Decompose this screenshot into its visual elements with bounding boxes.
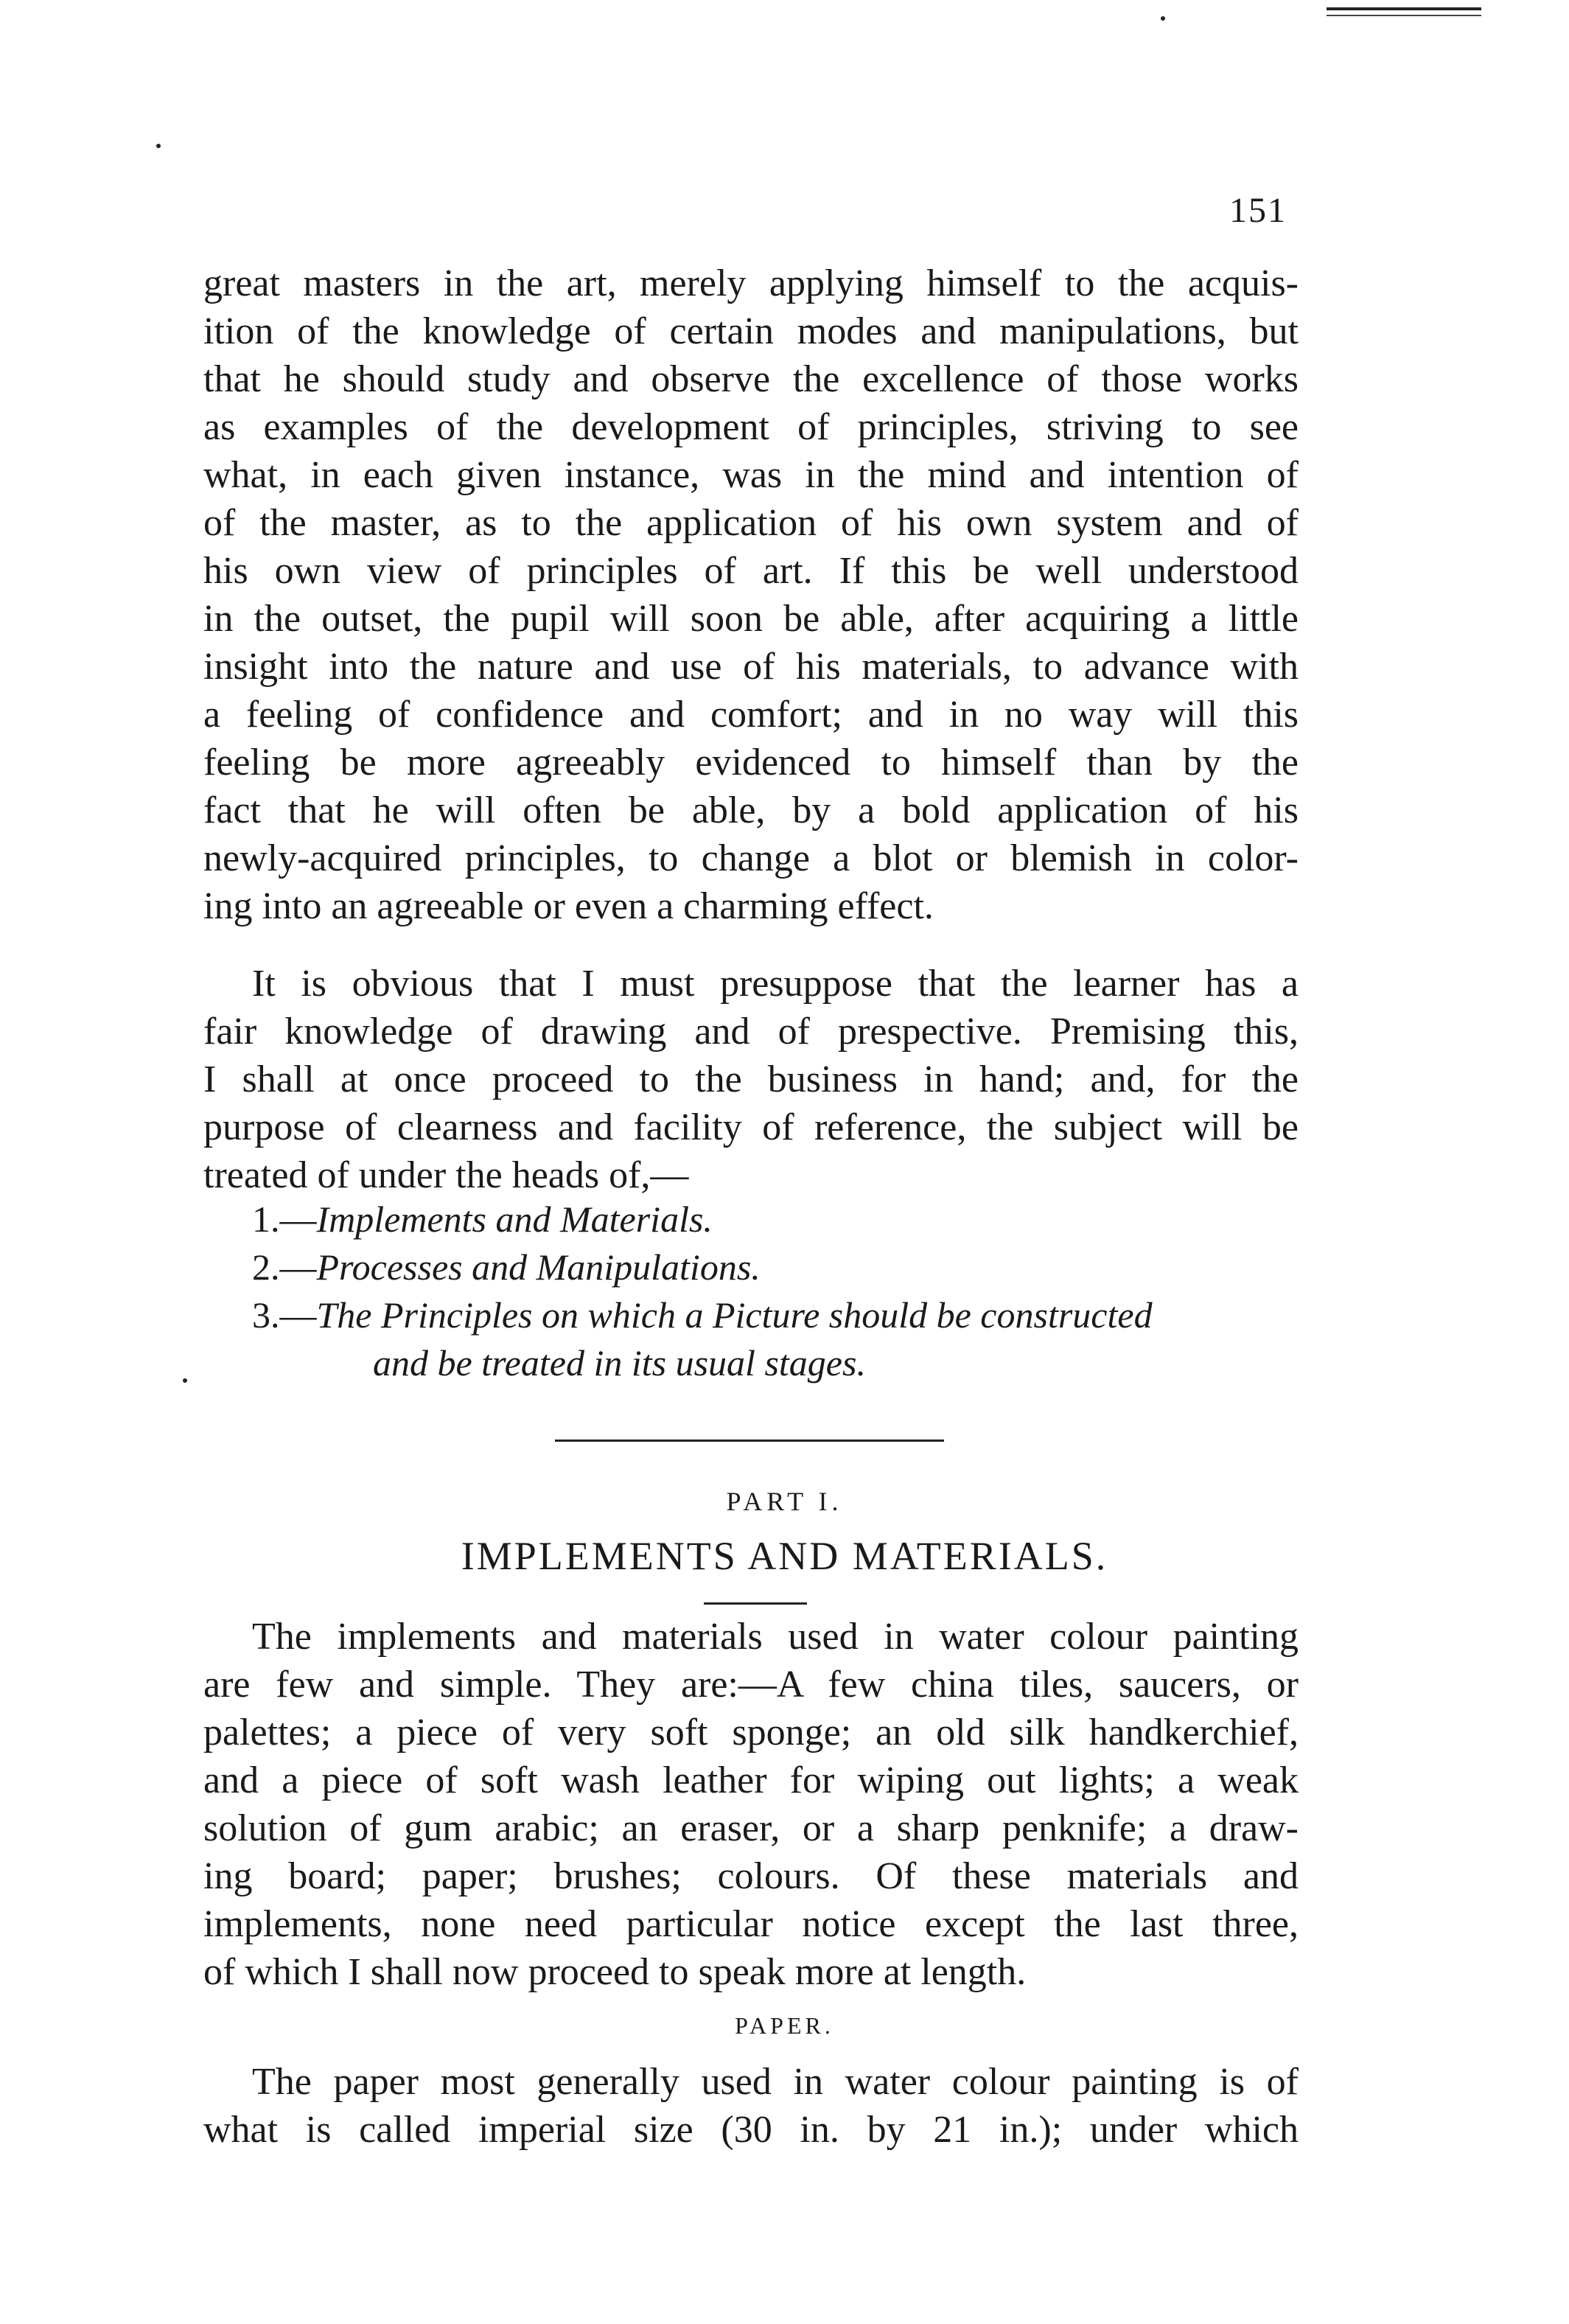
paragraph-1 [203,259,1299,930]
text-line: ing board; paper; brushes; colours. Of these materials and [203,1855,1299,1897]
text-line: what, in each given instance, was in the mind and intention of [203,454,1299,496]
text-line: insight into the nature and use of his materials, to advance with [203,646,1299,688]
text-line: implements, none need particular notice except the last three, [203,1903,1299,1945]
text-line: as examples of the development of principles, striving to see [203,406,1299,448]
paragraph-2 [203,960,1299,1199]
text-line: newly-acquired principles, to change a blot or blemish in color- [203,837,1299,879]
list-text: and be treated in its usual stages. [373,1342,866,1383]
text-line: ition of the knowledge of certain modes and manipulations, but [203,310,1299,352]
text-line: fair knowledge of drawing and of prespective. Premising this, [203,1011,1299,1053]
ink-speck [156,144,161,148]
top-edge-rule [1327,7,1481,10]
ink-speck [183,1378,187,1383]
part-title: IMPLEMENTS AND MATERIALS. [461,1534,1108,1578]
text-line: I shall at once proceed to the business in hand; and, for the [203,1058,1299,1100]
list-item-continuation [203,1339,1299,1387]
text-line: in the outset, the pupil will soon be able, after acquiring a little [203,598,1299,640]
text-line: ing into an agreeable or even a charming effect. [203,885,934,927]
top-edge-rule-thin [1327,15,1481,16]
paragraph-3 [203,1613,1299,1996]
text-line: a feeling of confidence and comfort; and in no way will this [203,694,1299,736]
title-underline [704,1602,807,1605]
paragraph-4 [203,2058,1299,2154]
text-line: of which I shall now proceed to speak more at length. [203,1951,1027,1993]
list-number: 2.— [252,1246,317,1288]
part-label: PART I. [726,1487,843,1516]
text-line: are few and simple. They are:—A few china tiles, saucers, or [203,1664,1299,1706]
list-item [203,1243,1299,1291]
list-item [203,1196,1299,1243]
page-number: 151 [1229,191,1287,230]
list-number: 3.— [252,1294,317,1336]
text-line: of the master, as to the application of his own system and of [203,502,1299,544]
list-text: Implements and Materials. [316,1198,713,1240]
text-line: great masters in the art, merely applying himself to the acquis- [203,262,1299,304]
text-line: fact that he will often be able, by a bold application of his [203,789,1299,831]
ink-speck [1161,16,1165,21]
text-line: and a piece of soft wash leather for wiping out lights; a weak [203,1759,1299,1801]
text-line: palettes; a piece of very soft sponge; an old silk handkerchief, [203,1711,1299,1754]
text-line: feeling be more agreeably evidenced to himself than by the [203,741,1299,784]
section-label: PAPER. [735,2012,834,2039]
text-line: The paper most generally used in water colour painting is of [252,2061,1299,2103]
list-text: Processes and Manipulations. [316,1246,761,1288]
text-line: that he should study and observe the excellence of those works [203,358,1299,400]
section-divider [555,1440,944,1442]
text-line: solution of gum arabic; an eraser, or a sharp penknife; a draw- [203,1807,1299,1849]
text-line: purpose of clearness and facility of reference, the subject will be [203,1106,1299,1148]
text-line: treated of under the heads of,— [203,1154,689,1196]
list-number: 1.— [252,1198,317,1240]
text-line: what is called imperial size (30 in. by 21 in.); under which [203,2109,1299,2151]
text-line: It is obvious that I must presuppose that the learner has a [252,963,1299,1005]
list-text: The Principles on which a Picture should be constructed [316,1294,1153,1336]
heads-list [203,1196,1299,1387]
text-line: his own view of principles of art. If this be well understood [203,550,1299,592]
list-item [203,1291,1299,1339]
text-line: The implements and materials used in water colour painting [252,1616,1299,1658]
